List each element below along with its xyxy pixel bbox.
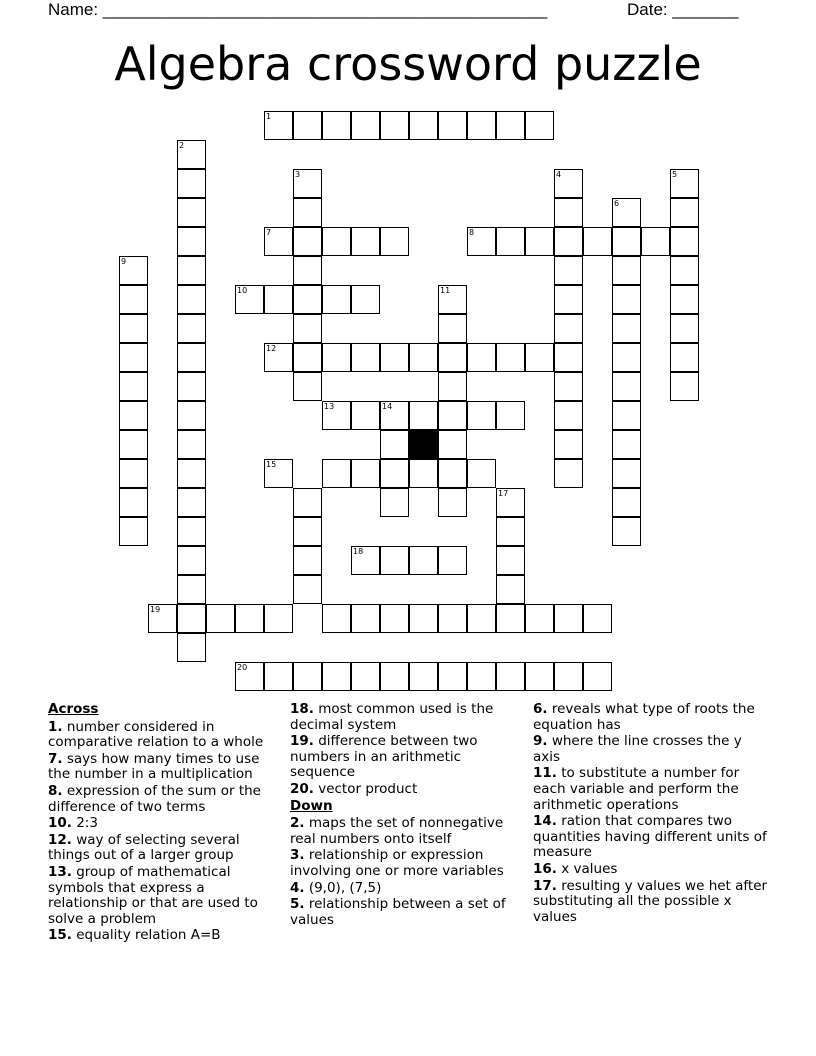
page-title: Algebra crossword puzzle	[114, 37, 702, 91]
crossword-cell[interactable]	[206, 604, 235, 633]
date-field-label: Date: _______	[627, 0, 739, 19]
clue-number: 14	[382, 402, 393, 411]
crossword-cell[interactable]	[293, 343, 322, 372]
crossword-cell[interactable]	[119, 256, 148, 285]
crossword-cell[interactable]	[177, 401, 206, 430]
clue-text: x values	[556, 860, 618, 877]
crossword-cell[interactable]	[409, 459, 438, 488]
crossword-cell[interactable]	[380, 546, 409, 575]
crossword-cell[interactable]	[612, 430, 641, 459]
clue-number-label: 13.	[48, 863, 72, 880]
clue-number: 12	[266, 344, 277, 353]
crossword-cell[interactable]	[554, 459, 583, 488]
clue-number: 10	[237, 286, 248, 295]
crossword-cell[interactable]	[612, 198, 641, 227]
crossword-cell[interactable]	[583, 604, 612, 633]
clues-column-3	[533, 702, 773, 926]
crossword-cell[interactable]	[322, 343, 351, 372]
crossword-cell[interactable]	[554, 256, 583, 285]
crossword-cell[interactable]	[467, 401, 496, 430]
clue-number-label: 9.	[533, 733, 548, 750]
crossword-cell[interactable]	[612, 343, 641, 372]
crossword-cell[interactable]	[351, 662, 380, 691]
crossword-cell[interactable]	[554, 227, 583, 256]
crossword-cell[interactable]	[293, 372, 322, 401]
crossword-cell[interactable]	[351, 546, 380, 575]
crossword-cell[interactable]	[496, 343, 525, 372]
crossword-cell[interactable]	[322, 285, 351, 314]
clue-text: group of mathematical symbols that express a relationship or that are used to solve a problem	[48, 863, 258, 927]
clue-number: 4	[556, 170, 562, 179]
crossword-cell[interactable]	[670, 285, 699, 314]
crossword-cell[interactable]	[438, 459, 467, 488]
crossword-cell[interactable]	[351, 401, 380, 430]
crossword-cell[interactable]	[177, 517, 206, 546]
crossword-cell[interactable]	[409, 111, 438, 140]
crossword-cell[interactable]	[525, 604, 554, 633]
clue-number-label: 4.	[290, 879, 305, 896]
crossword-cell[interactable]	[264, 662, 293, 691]
crossword-cell[interactable]	[177, 256, 206, 285]
crossword-cell[interactable]	[119, 517, 148, 546]
crossword-cell[interactable]	[177, 488, 206, 517]
crossword-cell[interactable]	[322, 401, 351, 430]
crossword-cell[interactable]	[119, 285, 148, 314]
clue-text: number considered in comparative relation to a whole	[48, 718, 264, 751]
crossword-cell[interactable]	[409, 662, 438, 691]
crossword-cell[interactable]	[670, 169, 699, 198]
crossword-cell[interactable]	[119, 401, 148, 430]
crossword-cell[interactable]	[351, 227, 380, 256]
down-clue-list	[290, 816, 526, 928]
clue-item	[290, 848, 526, 879]
crossword-cell[interactable]	[235, 285, 264, 314]
crossword-cell[interactable]	[293, 169, 322, 198]
crossword-cell[interactable]	[293, 488, 322, 517]
clue-text: difference between two numbers in an arithmetic sequence	[290, 733, 478, 781]
crossword-cell[interactable]	[119, 314, 148, 343]
crossword-cell[interactable]	[554, 285, 583, 314]
clue-text: (9,0), (7,5)	[304, 879, 382, 896]
crossword-cell[interactable]	[670, 343, 699, 372]
clue-item	[48, 928, 284, 944]
crossword-cell[interactable]	[496, 575, 525, 604]
clue-number: 11	[440, 286, 451, 295]
crossword-cell[interactable]	[467, 227, 496, 256]
crossword-cell[interactable]	[438, 314, 467, 343]
clue-item	[290, 702, 526, 733]
clue-number: 19	[150, 605, 161, 614]
crossword-cell[interactable]	[322, 459, 351, 488]
crossword-cell[interactable]	[554, 314, 583, 343]
crossword-cell[interactable]	[293, 662, 322, 691]
crossword-cell[interactable]	[496, 662, 525, 691]
clue-number-label: 8.	[48, 782, 63, 799]
clue-text: says how many times to use the number in a multiplication	[48, 750, 260, 783]
clue-number-label: 18.	[290, 701, 314, 717]
across-clue-list-continued	[290, 702, 526, 798]
crossword-cell[interactable]	[293, 285, 322, 314]
crossword-cell[interactable]	[670, 198, 699, 227]
crossword-cell[interactable]	[380, 111, 409, 140]
crossword-cell[interactable]	[293, 575, 322, 604]
crossword-cell[interactable]	[496, 546, 525, 575]
clue-item	[533, 879, 773, 926]
crossword-cell[interactable]	[670, 314, 699, 343]
crossword-cell[interactable]	[293, 517, 322, 546]
crossword-cell[interactable]	[409, 546, 438, 575]
crossword-cell[interactable]	[496, 227, 525, 256]
clue-number-label: 1.	[48, 718, 63, 735]
crossword-cell[interactable]	[612, 488, 641, 517]
clue-number: 17	[498, 489, 509, 498]
crossword-cell[interactable]	[177, 459, 206, 488]
clue-text: resulting y values we het after substituting all the possible x values	[533, 877, 768, 925]
crossword-cell[interactable]	[525, 662, 554, 691]
clue-number-label: 10.	[48, 815, 72, 832]
clue-text: reveals what type of roots the equation has	[533, 701, 755, 733]
crossword-cell[interactable]	[438, 604, 467, 633]
crossword-cell[interactable]	[351, 459, 380, 488]
clue-item	[533, 766, 773, 813]
crossword-cell[interactable]	[670, 227, 699, 256]
crossword-cell[interactable]	[177, 372, 206, 401]
clue-item	[290, 734, 526, 781]
crossword-cell[interactable]	[612, 314, 641, 343]
crossword-cell[interactable]	[322, 604, 351, 633]
clue-number: 13	[324, 402, 335, 411]
crossword-cell[interactable]	[177, 546, 206, 575]
crossword-cell[interactable]	[293, 111, 322, 140]
crossword-cell[interactable]	[438, 430, 467, 459]
clues-column-1	[48, 702, 284, 945]
crossword-cell[interactable]	[612, 227, 641, 256]
clue-item	[290, 816, 526, 847]
clue-text: to substitute a number for each variable and perform the arithmetic operations	[533, 765, 740, 813]
clue-number-label: 17.	[533, 877, 557, 894]
crossword-cell[interactable]	[554, 169, 583, 198]
clue-text: maps the set of nonnegative real numbers onto itself	[290, 815, 504, 847]
crossword-cell[interactable]	[322, 227, 351, 256]
clue-number-label: 7.	[48, 750, 63, 767]
crossword-cell[interactable]	[641, 227, 670, 256]
crossword-cell[interactable]	[496, 488, 525, 517]
crossword-cell[interactable]	[293, 546, 322, 575]
clue-number: 8	[469, 228, 475, 237]
clue-number: 18	[353, 547, 364, 556]
clue-item	[533, 702, 773, 733]
crossword-cell[interactable]	[612, 372, 641, 401]
crossword-cell[interactable]	[148, 604, 177, 633]
crossword-cell[interactable]	[322, 662, 351, 691]
crossword-cell[interactable]	[119, 430, 148, 459]
crossword-cell[interactable]	[293, 227, 322, 256]
crossword-cell[interactable]	[496, 604, 525, 633]
crossword-cell[interactable]	[438, 111, 467, 140]
crossword-cell[interactable]	[380, 662, 409, 691]
crossword-cell[interactable]	[235, 662, 264, 691]
crossword-cell[interactable]	[496, 401, 525, 430]
clue-item	[48, 816, 284, 832]
crossword-cell[interactable]	[583, 662, 612, 691]
clue-item	[533, 814, 773, 861]
crossword-cell[interactable]	[351, 604, 380, 633]
crossword-cell[interactable]	[177, 198, 206, 227]
crossword-cell[interactable]	[351, 343, 380, 372]
crossword-cell[interactable]	[467, 343, 496, 372]
clue-number: 15	[266, 460, 277, 469]
clue-text: ration that compares two quantities having different units of measure	[533, 813, 767, 861]
clue-item	[533, 734, 773, 765]
crossword-cell[interactable]	[264, 227, 293, 256]
crossword-cell[interactable]	[177, 430, 206, 459]
crossword-cell[interactable]	[438, 488, 467, 517]
crossword-cell[interactable]	[438, 662, 467, 691]
clue-text: equality relation A=B	[71, 927, 221, 944]
crossword-cell[interactable]	[293, 198, 322, 227]
clue-item	[290, 881, 526, 897]
crossword-cell[interactable]	[380, 459, 409, 488]
crossword-cell[interactable]	[235, 604, 264, 633]
crossword-cell[interactable]	[670, 256, 699, 285]
crossword-cell[interactable]	[583, 227, 612, 256]
crossword-cell[interactable]	[554, 662, 583, 691]
clue-number-label: 19.	[290, 733, 314, 750]
crossword-cell[interactable]	[554, 198, 583, 227]
across-clue-list	[48, 720, 284, 944]
clue-text: vector product	[313, 780, 418, 797]
crossword-cell[interactable]	[264, 604, 293, 633]
clue-number-label: 2.	[290, 815, 305, 832]
clue-number-label: 6.	[533, 701, 548, 717]
clue-number: 3	[295, 170, 301, 179]
clue-text: way of selecting several things out of a larger group	[48, 831, 240, 864]
crossword-cell[interactable]	[554, 604, 583, 633]
clue-number-label: 15.	[48, 927, 72, 944]
clue-text: relationship between a set of values	[290, 896, 506, 928]
crossword-cell[interactable]	[496, 517, 525, 546]
crossword-cell[interactable]	[264, 285, 293, 314]
crossword-cell[interactable]	[438, 343, 467, 372]
clue-number-label: 12.	[48, 831, 72, 848]
crossword-cell[interactable]	[177, 169, 206, 198]
clue-number: 1	[266, 112, 272, 121]
crossword-cell[interactable]	[467, 459, 496, 488]
crossword-cell[interactable]	[554, 430, 583, 459]
clue-number: 5	[672, 170, 678, 179]
clue-item	[48, 752, 284, 783]
crossword-cell[interactable]	[409, 343, 438, 372]
crossword-cell[interactable]	[351, 285, 380, 314]
clue-text: relationship or expression involving one or more variables	[290, 847, 504, 879]
clue-number-label: 16.	[533, 860, 557, 877]
crossword-cell[interactable]	[293, 314, 322, 343]
clue-text: where the line crosses the y axis	[533, 733, 742, 765]
clue-item	[48, 720, 284, 751]
crossword-cell[interactable]	[670, 372, 699, 401]
crossword-cell[interactable]	[380, 227, 409, 256]
crossword-cell[interactable]	[177, 633, 206, 662]
crossword-cell[interactable]	[467, 604, 496, 633]
crossword-cell[interactable]	[264, 459, 293, 488]
clue-item	[533, 862, 773, 878]
clue-text: expression of the sum or the difference of two terms	[48, 782, 261, 815]
clue-number: 7	[266, 228, 272, 237]
crossword-cell[interactable]	[293, 256, 322, 285]
clue-item	[48, 865, 284, 927]
crossword-cell[interactable]	[612, 285, 641, 314]
name-field-label: Name: _______________________________________________	[48, 0, 548, 19]
crossword-cell[interactable]	[264, 111, 293, 140]
clue-text: most common used is the decimal system	[290, 701, 494, 733]
clue-item	[48, 784, 284, 815]
crossword-cell[interactable]	[467, 111, 496, 140]
crossword-cell[interactable]	[380, 343, 409, 372]
crossword-cell[interactable]	[438, 546, 467, 575]
crossword-cell[interactable]	[380, 604, 409, 633]
crossword-cell[interactable]	[119, 459, 148, 488]
crossword-cell[interactable]	[322, 111, 351, 140]
crossword-cell[interactable]	[177, 227, 206, 256]
crossword-cell[interactable]	[264, 343, 293, 372]
crossword-cell[interactable]	[177, 604, 206, 633]
clue-text: 2:3	[71, 815, 98, 832]
crossword-cell[interactable]	[351, 111, 380, 140]
across-heading: Across	[48, 701, 99, 717]
clue-number: 2	[179, 141, 185, 150]
clue-number-label: 14.	[533, 813, 557, 830]
crossword-cell[interactable]	[525, 343, 554, 372]
down-heading: Down	[290, 797, 333, 814]
clue-item	[290, 897, 526, 928]
clue-number-label: 3.	[290, 847, 305, 864]
crossword-cell[interactable]	[177, 314, 206, 343]
crossword-cell[interactable]	[612, 256, 641, 285]
crossword-cell[interactable]	[467, 662, 496, 691]
clue-number-label: 11.	[533, 765, 557, 782]
crossword-cell[interactable]	[438, 401, 467, 430]
crossword-cell[interactable]	[438, 285, 467, 314]
crossword-cell[interactable]	[409, 401, 438, 430]
crossword-cell[interactable]	[177, 575, 206, 604]
crossword-cell[interactable]	[612, 459, 641, 488]
clue-number-label: 20.	[290, 780, 314, 797]
clue-number: 6	[614, 199, 620, 208]
crossword-cell[interactable]	[380, 401, 409, 430]
crossword-cell[interactable]	[119, 343, 148, 372]
crossword-cell[interactable]	[525, 111, 554, 140]
crossword-cell[interactable]	[525, 227, 554, 256]
clue-number-label: 5.	[290, 896, 305, 913]
black-square	[409, 430, 438, 459]
crossword-cell[interactable]	[380, 430, 409, 459]
crossword-cell[interactable]	[554, 372, 583, 401]
crossword-cell[interactable]	[177, 140, 206, 169]
crossword-cell[interactable]	[554, 401, 583, 430]
crossword-cell[interactable]	[119, 488, 148, 517]
crossword-cell[interactable]	[409, 604, 438, 633]
crossword-cell[interactable]	[177, 285, 206, 314]
crossword-cell[interactable]	[177, 343, 206, 372]
crossword-cell[interactable]	[380, 488, 409, 517]
crossword-cell[interactable]	[612, 401, 641, 430]
crossword-cell[interactable]	[438, 372, 467, 401]
clue-item	[290, 782, 526, 798]
down-clue-list-continued	[533, 702, 773, 925]
crossword-cell[interactable]	[119, 372, 148, 401]
clue-number: 20	[237, 663, 248, 672]
crossword-cell[interactable]	[612, 517, 641, 546]
clues-column-2	[290, 702, 526, 929]
crossword-cell[interactable]	[554, 343, 583, 372]
crossword-cell[interactable]	[496, 111, 525, 140]
clue-number: 9	[121, 257, 127, 266]
clue-item	[48, 833, 284, 864]
